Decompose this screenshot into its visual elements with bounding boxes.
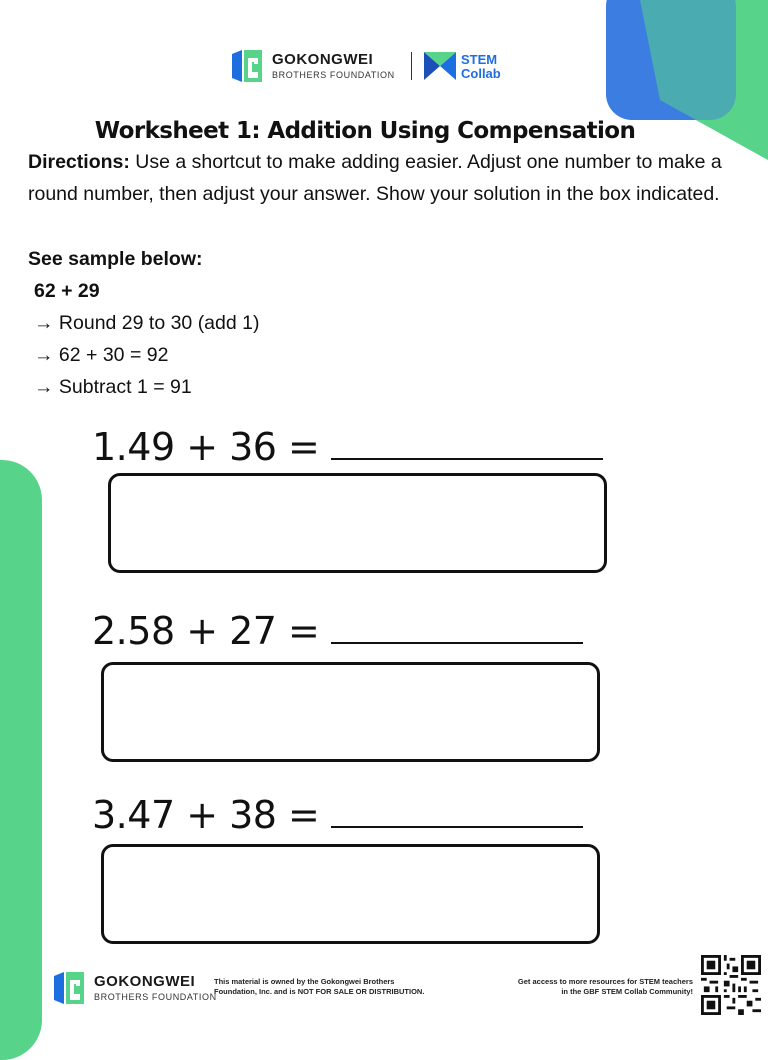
directions-text: Use a shortcut to make adding easier. Adjust one number to make a round number, then adjust your answer. Show your solution in the box indicated. <box>28 151 722 205</box>
gbf-subtitle: BROTHERS FOUNDATION <box>272 70 395 80</box>
gbf-name: GOKONGWEI <box>272 51 374 68</box>
problem-1 <box>92 424 603 469</box>
gbf-logo-icon <box>230 50 264 82</box>
sample-heading: See sample below: <box>28 248 203 270</box>
footer-gbf-subtitle: BROTHERS FOUNDATION <box>94 992 217 1002</box>
qr-code-icon[interactable] <box>701 955 761 1015</box>
footer-gbf-logo <box>52 972 217 1004</box>
directions <box>28 146 748 210</box>
answer-blank[interactable] <box>331 792 583 828</box>
stem-collab-logo <box>424 52 501 80</box>
gbf-logo <box>230 50 395 82</box>
stem-label: STEM <box>461 51 498 67</box>
ownership-note <box>214 977 424 997</box>
access-line-2: in the GBF STEM Collab Community! <box>561 987 693 996</box>
gbf-logo-icon <box>52 972 86 1004</box>
access-note <box>470 977 693 997</box>
problem-number: 1. <box>92 425 128 469</box>
answer-box-3[interactable] <box>101 844 600 944</box>
problem-2 <box>92 608 583 653</box>
problem-3 <box>92 792 583 837</box>
access-line-1: Get access to more resources for STEM teachers <box>517 977 693 986</box>
decorative-left-bar <box>0 460 42 1060</box>
problem-number: 2. <box>92 609 128 653</box>
problem-expression: 58 + 27 = <box>127 609 320 653</box>
sample-step-1: → Round 29 to 30 (add 1) <box>34 312 260 334</box>
collab-label: Collab <box>461 65 501 81</box>
sample-problem: 62 + 29 <box>34 280 100 302</box>
answer-box-2[interactable] <box>101 662 600 762</box>
problem-number: 3. <box>92 793 128 837</box>
worksheet-title: Worksheet 1: Addition Using Compensation <box>94 118 636 144</box>
ownership-line-2: Foundation, Inc. and is NOT FOR SALE OR DISTRIBUTION. <box>214 987 425 996</box>
footer-gbf-name: GOKONGWEI <box>94 973 196 990</box>
directions-label: Directions: <box>28 151 130 173</box>
sample-step-3: → Subtract 1 = 91 <box>34 376 192 398</box>
answer-blank[interactable] <box>331 608 583 644</box>
ownership-line-1: This material is owned by the Gokongwei Brothers <box>214 977 395 986</box>
problem-expression: 49 + 36 = <box>127 425 320 469</box>
problem-expression: 47 + 38 = <box>127 793 320 837</box>
stem-collab-logo-icon <box>424 52 456 80</box>
logo-divider <box>411 52 412 80</box>
sample-step-2: → 62 + 30 = 92 <box>34 344 169 366</box>
answer-box-1[interactable] <box>108 473 607 573</box>
answer-blank[interactable] <box>331 424 603 460</box>
